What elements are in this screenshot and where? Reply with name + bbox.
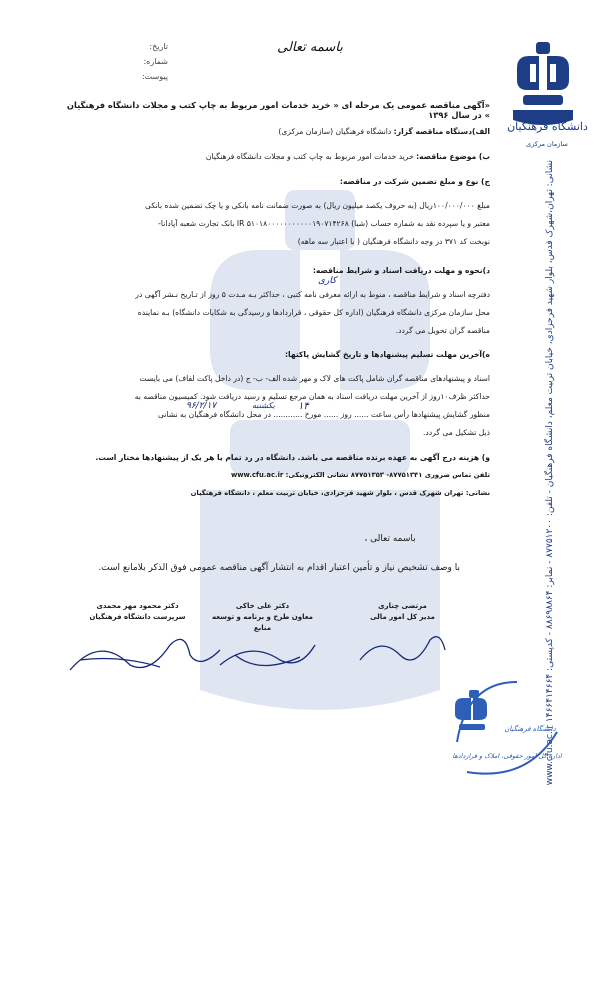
contact-phone: تلفن تماس ضروری ۸۷۷۵۱۳۴۱- ۸۷۷۵۱۳۵۳ نشانی الکترونیکی: www.cfu.ac.ir	[231, 471, 490, 479]
signatory-president-role: سرپرست دانشگاه فرهنگیان	[89, 613, 186, 621]
section-a-value: دانشگاه فرهنگیان (سازمان مرکزی)	[278, 127, 392, 136]
section-c-line-3: نوبخت کد ۳۷۱ در وجه دانشگاه فرهنگیان ( با اعتبار سه ماهه)	[297, 237, 490, 246]
section-d-label: د)نحوه و مهلت دریافت اسناد و شرایط مناقصه:	[312, 266, 490, 275]
sidebar-contact	[515, 160, 577, 786]
section-e-line-2: حداکثر ظرف۱۰روز از آخرین مهلت دریافت اسناد به همان مرجع تسلیم و رسید دریافت شود. کمیسیون مناقصه به	[134, 392, 490, 401]
sidebar-contact-text: نشانی: تهران،شهرک قدس، بلوار شهید فرحزادی، خیابان تربیت معلم، دانشگاه فرهنگیان - تلفن: ۸۷۷۵۱۲۰۰ - نمابر: ۸۸۶۹۸۸۶۴ - کدپستی: ۱۴۶۶۴۱۴۶۶۴ www.cfu.ac.ir	[545, 160, 555, 786]
handwritten-working: کاری	[318, 276, 337, 286]
attachment-label: پیوست:	[141, 72, 168, 81]
signatory-planning-role: معاون طرح و برنامه و توسعه منابع	[211, 613, 314, 632]
stamp-unit: اداره کل امور حقوقی، املاک و قراردادها	[452, 752, 562, 760]
notice-title: «آگهی مناقصه عمومی یک مرحله ای « خرید خدمات امور مربوط به چاپ کتب و مجلات دانشگاه فرهنگیان » در سال ۱۳۹۶	[66, 100, 490, 120]
number-label: شماره:	[143, 57, 168, 66]
section-c-label: ج) نوع و مبلغ تضمین شرکت در مناقصه:	[339, 177, 490, 186]
section-b-label: ب) موضوع مناقصه:	[416, 152, 490, 161]
signatory-planning-name: دکتر علی خاکی	[235, 602, 290, 610]
signatures	[60, 615, 460, 685]
signatory-president-name: دکتر محمود مهر محمدی	[96, 602, 179, 610]
stamp-name: دانشگاه فرهنگیان	[504, 725, 556, 733]
contact-address: نشانی: تهران شهرک قدس ، بلوار شهید فرحزادی، خیابان تربیت معلم ، دانشگاه فرهنگیان	[190, 489, 490, 497]
handwritten-day: یکشنبه	[252, 401, 275, 410]
section-d-line-3: مناقصه گران تحویل می گردد.	[395, 326, 490, 335]
section-a-label: الف)دستگاه مناقصه گزار:	[393, 127, 490, 136]
section-f: و) هزینه درج آگهی به عهده برنده مناقصه می باشد. دانشگاه در رد تمام یا هر یک از پیشنهادها مختار است.	[95, 453, 490, 462]
section-d-line-1: دفترچه اسناد و شرایط مناقصه ، منوط به ارائه معرفی نامه کتبی ، حداکثر بـه مـدت ۵ روز از تـاریخ نـشر آگهی در	[135, 290, 490, 299]
date-label: تاریخ:	[149, 42, 168, 51]
handwritten-date: ۹۶/۲/۱۷	[186, 401, 217, 411]
approval-text: با وصف تشخیص نیاز و تأمین اعتبار اقدام به انتشار آگهی مناقصه عمومی فوق الذکر بلامانع است.	[98, 563, 460, 573]
signatory-finance-name: مرتضی چناری	[378, 602, 427, 610]
section-b-value: خرید خدمات امور مربوط به چاپ کتب و مجلات دانشگاه فرهنگیان	[205, 152, 414, 161]
section-e-label: ه)آخرین مهلت تسلیم پیشنهادها و تاریخ گشایش پاکتها:	[284, 350, 490, 359]
section-b	[100, 151, 490, 162]
section-e-line-3: منظور گشایش پیشنهادها رأس ساعت ...... روز ...... مورخ ............ در محل دانشگاه فرهنگیان به نشانی	[157, 410, 490, 419]
section-e-line-1: اسناد و پیشنهادهای مناقصه گران شامل پاکت های لاک و مهر شده الف- ب- ج (در داخل پاکت لفاف) می بایست	[139, 374, 490, 383]
logo-subtitle: سازمان مرکزی	[526, 140, 568, 148]
header-basmala: باسمه تعالی	[277, 40, 343, 55]
section-c-line-1: مبلغ ۱۰۰/۰۰۰/۰۰۰ریال (به حروف یکصد میلیون ریال) به صورت ضمانت نامه بانکی و یا چک تضمین شده بانکی	[145, 201, 490, 210]
section-d-line-2: محل سازمان مرکزی دانشگاه فرهنگیان (اداره کل حقوقی ، قراردادها و رسیدگی به شکایات دانشگاه) بـه نماینده	[137, 308, 490, 317]
section-c-line-2: معتبر و یا سپرده نقد به شماره حساب (شبا) IR ۵۱۰۱۸۰۰۰۰۰۰۰۰۰۰۰۱۹۰۷۱۴۲۶۸ بانک تجارت شعبه آپادانا-	[158, 219, 490, 228]
approval-basmala: باسمه تعالی ،	[364, 534, 416, 544]
signatory-finance-role: مدیر کل امور مالی	[370, 613, 435, 621]
logo-name: دانشگاه فرهنگیان	[507, 120, 588, 133]
handwritten-hour: ۱۴	[298, 401, 309, 412]
section-e-line-4: ذیل تشکیل می گردد.	[423, 428, 490, 437]
section-a	[120, 126, 490, 137]
